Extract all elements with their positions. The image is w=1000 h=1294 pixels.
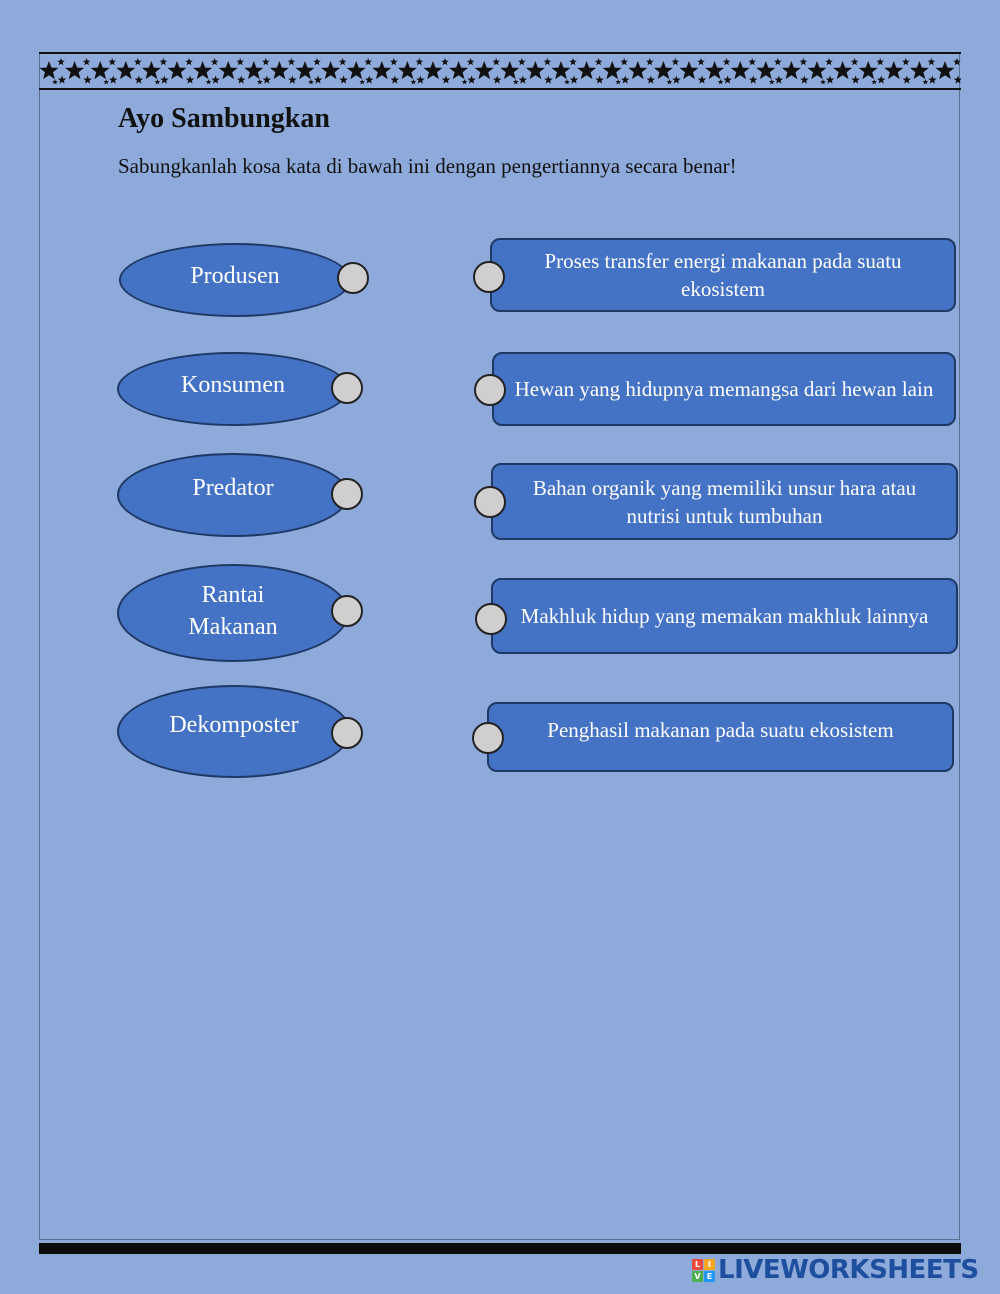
- star-border-decoration: [39, 52, 961, 90]
- worksheet-instruction: Sabungkanlah kosa kata di bawah ini dengan pengertiannya secara benar!: [118, 154, 737, 178]
- definition-box: [487, 702, 954, 772]
- term-konsumen: [117, 352, 349, 426]
- term-connector-produsen[interactable]: [337, 262, 369, 294]
- worksheet-title: Ayo Sambungkan: [118, 103, 330, 134]
- logo-letter: E: [704, 1271, 715, 1282]
- definition-connector-3[interactable]: [474, 486, 506, 518]
- logo-letter: V: [692, 1271, 703, 1282]
- term-connector-predator[interactable]: [331, 478, 363, 510]
- liveworksheets-logo-icon: [692, 1259, 715, 1282]
- term-produsen: [119, 243, 351, 317]
- logo-letter: I: [704, 1259, 715, 1270]
- definition-text: Hewan yang hidupnya memangsa dari hewan lain: [514, 377, 934, 401]
- definition-connector-1[interactable]: [473, 261, 505, 293]
- term-label: Produsen: [190, 263, 280, 289]
- definition-box: [490, 238, 956, 312]
- definition-connector-5[interactable]: [472, 722, 504, 754]
- term-predator: [117, 453, 349, 537]
- logo-letter: L: [692, 1259, 703, 1270]
- definition-text: Proses transfer energi makanan pada suatu ekosistem: [544, 249, 902, 301]
- term-dekomposter: [117, 685, 351, 778]
- term-label: Dekomposter: [169, 711, 299, 738]
- definition-connector-4[interactable]: [475, 603, 507, 635]
- term-label: Konsumen: [181, 372, 285, 398]
- term-label: Predator: [192, 475, 274, 501]
- definition-text: Penghasil makanan pada suatu ekosistem: [547, 718, 894, 742]
- definition-box: [491, 463, 958, 540]
- term-connector-rantai-makanan[interactable]: [331, 595, 363, 627]
- brand-name: LIVEWORKSHEETS: [718, 1255, 979, 1285]
- definition-text: Makhluk hidup yang memakan makhluk lainnya: [520, 604, 929, 628]
- liveworksheets-brand[interactable]: [692, 1255, 979, 1285]
- definition-box: [491, 578, 958, 654]
- bottom-border-bar: [39, 1243, 961, 1254]
- definition-text: Bahan organik yang memiliki unsur hara atau nutrisi untuk tumbuhan: [532, 475, 917, 528]
- definition-box: [492, 352, 956, 426]
- star-icon: [39, 54, 961, 88]
- term-rantai-makanan: [117, 564, 349, 662]
- term-connector-konsumen[interactable]: [331, 372, 363, 404]
- definition-connector-2[interactable]: [474, 374, 506, 406]
- term-label: Rantai Makanan: [188, 582, 278, 640]
- term-connector-dekomposter[interactable]: [331, 717, 363, 749]
